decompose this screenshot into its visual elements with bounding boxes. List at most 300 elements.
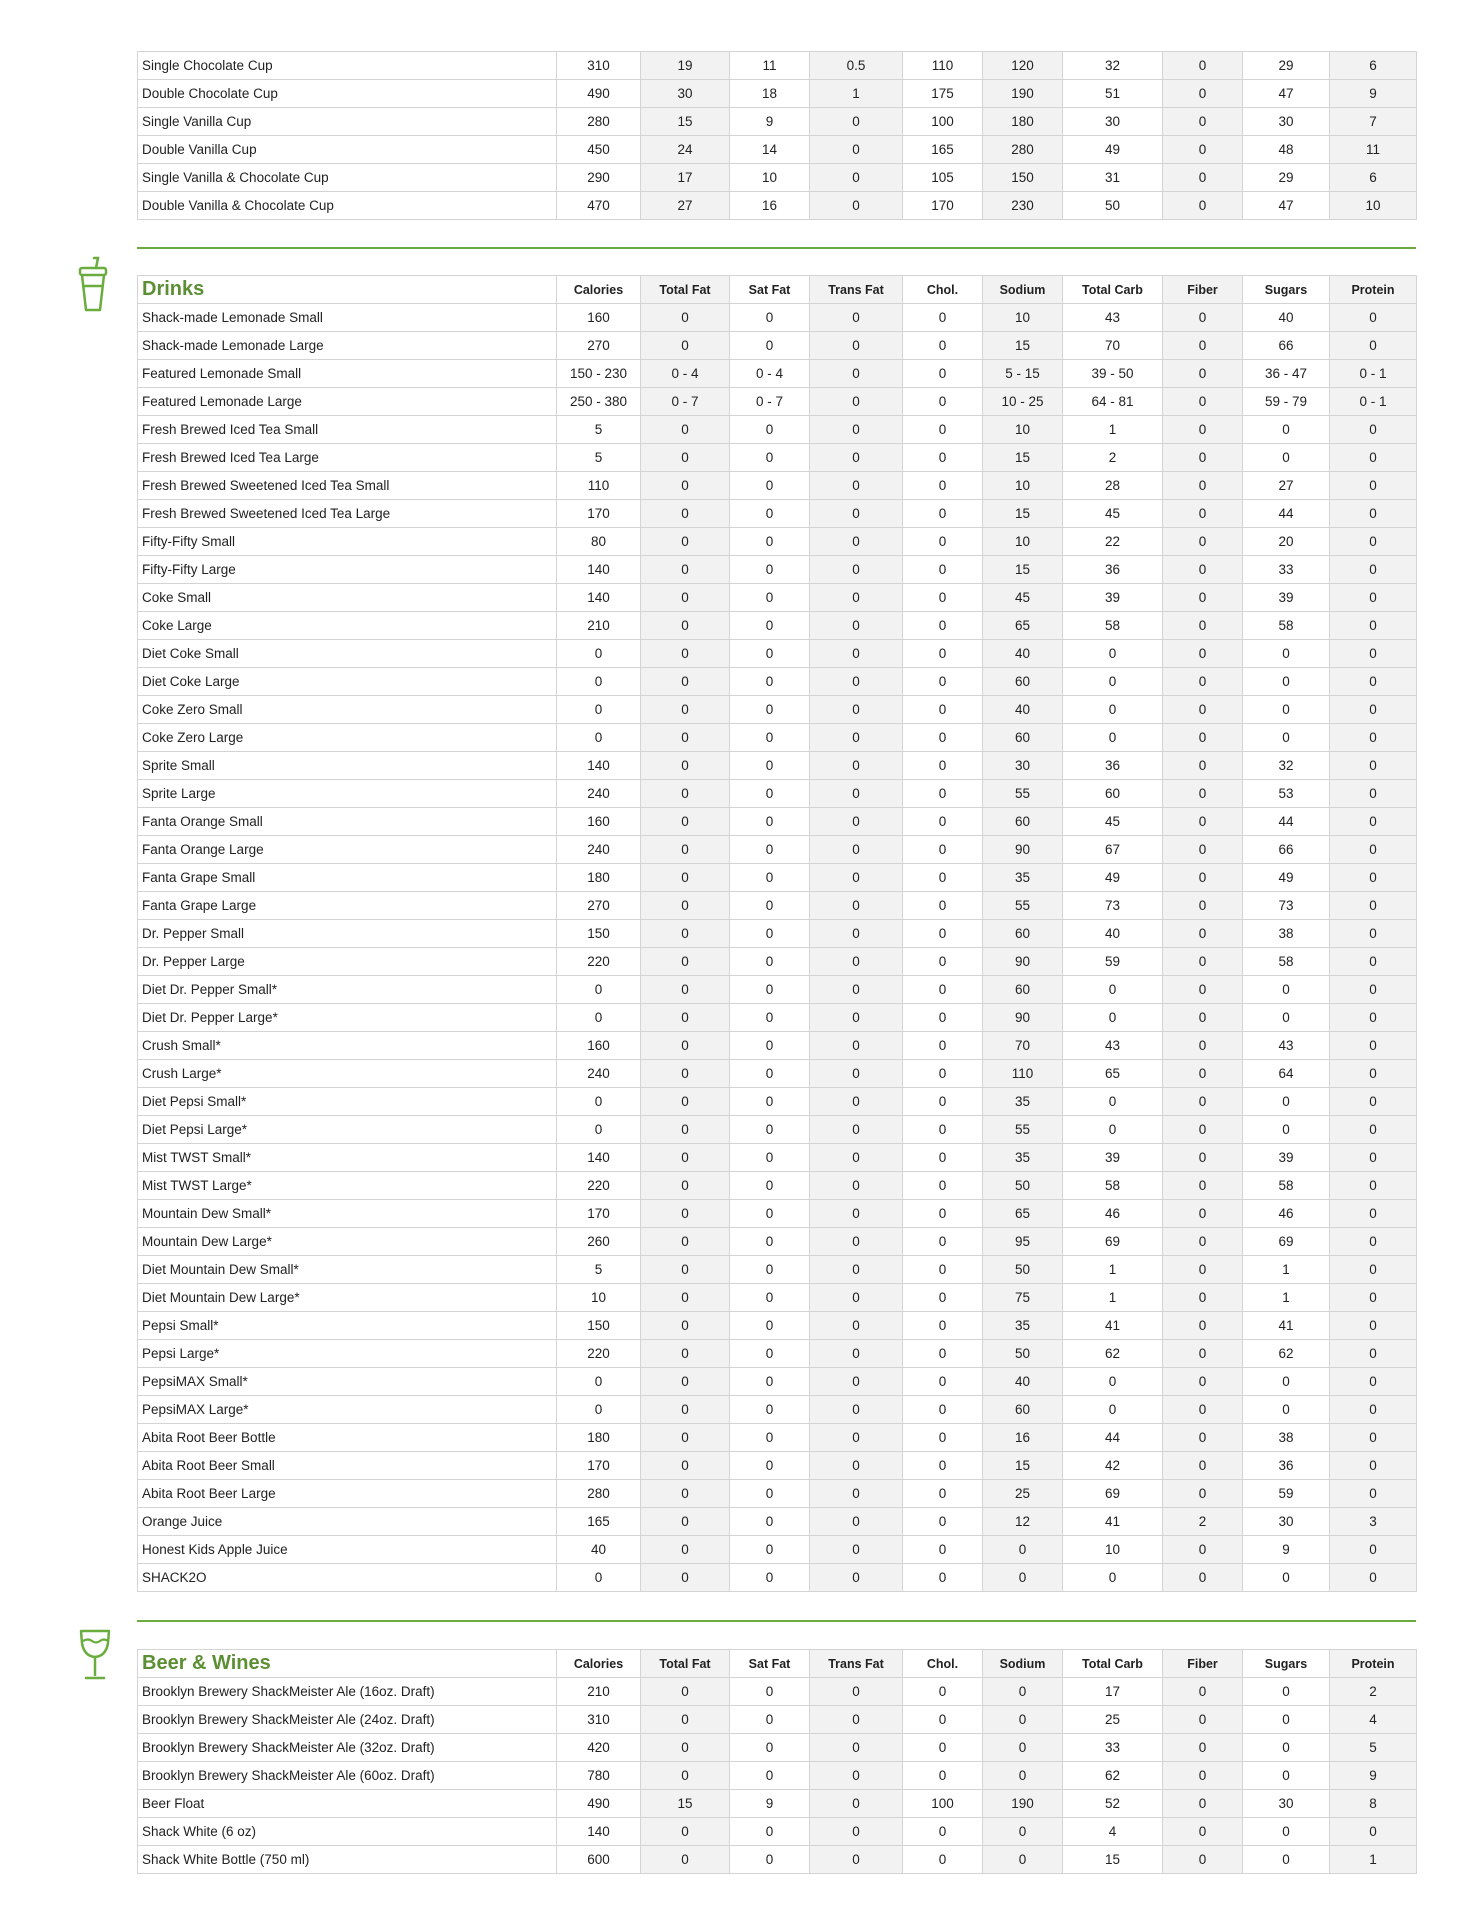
value-total-fat: 0 bbox=[641, 1228, 730, 1256]
item-name: Coke Zero Large bbox=[138, 724, 557, 752]
table-row bbox=[138, 1032, 1417, 1060]
value-sat-fat: 0 bbox=[730, 1678, 810, 1706]
value-sugars: 58 bbox=[1243, 948, 1330, 976]
item-name: Featured Lemonade Small bbox=[138, 360, 557, 388]
value-trans-fat: 0 bbox=[810, 1004, 903, 1032]
table-row bbox=[138, 1734, 1417, 1762]
value-chol: 0 bbox=[903, 1312, 983, 1340]
value-fiber: 0 bbox=[1163, 500, 1243, 528]
value-calories: 170 bbox=[557, 500, 641, 528]
value-total-carb: 67 bbox=[1063, 836, 1163, 864]
value-sodium: 35 bbox=[983, 864, 1063, 892]
value-total-carb: 64 - 81 bbox=[1063, 388, 1163, 416]
value-trans-fat: 0 bbox=[810, 780, 903, 808]
value-fiber: 0 bbox=[1163, 1396, 1243, 1424]
value-trans-fat: 0 bbox=[810, 500, 903, 528]
value-fiber: 0 bbox=[1163, 584, 1243, 612]
value-sugars: 44 bbox=[1243, 500, 1330, 528]
value-sat-fat: 0 bbox=[730, 1734, 810, 1762]
table-header-row bbox=[138, 1650, 1417, 1678]
value-total-carb: 43 bbox=[1063, 304, 1163, 332]
item-name: Fanta Orange Small bbox=[138, 808, 557, 836]
item-name: Shack White (6 oz) bbox=[138, 1818, 557, 1846]
value-sodium: 10 bbox=[983, 304, 1063, 332]
value-chol: 110 bbox=[903, 52, 983, 80]
value-trans-fat: 0 bbox=[810, 416, 903, 444]
table-row bbox=[138, 864, 1417, 892]
value-sat-fat: 9 bbox=[730, 108, 810, 136]
value-sugars: 58 bbox=[1243, 1172, 1330, 1200]
value-sugars: 0 bbox=[1243, 1846, 1330, 1874]
value-sodium: 10 bbox=[983, 528, 1063, 556]
value-fiber: 0 bbox=[1163, 1060, 1243, 1088]
value-trans-fat: 0 bbox=[810, 1678, 903, 1706]
value-fiber: 0 bbox=[1163, 1762, 1243, 1790]
value-sugars: 38 bbox=[1243, 1424, 1330, 1452]
value-chol: 0 bbox=[903, 500, 983, 528]
value-sodium: 55 bbox=[983, 892, 1063, 920]
value-fiber: 0 bbox=[1163, 892, 1243, 920]
value-fiber: 0 bbox=[1163, 416, 1243, 444]
table-row bbox=[138, 108, 1417, 136]
value-sodium: 60 bbox=[983, 920, 1063, 948]
value-chol: 0 bbox=[903, 1536, 983, 1564]
value-sat-fat: 0 bbox=[730, 1846, 810, 1874]
value-total-carb: 52 bbox=[1063, 1790, 1163, 1818]
value-sat-fat: 0 bbox=[730, 1200, 810, 1228]
item-name: Mountain Dew Large* bbox=[138, 1228, 557, 1256]
value-protein: 11 bbox=[1330, 136, 1417, 164]
value-total-carb: 31 bbox=[1063, 164, 1163, 192]
value-sugars: 36 bbox=[1243, 1452, 1330, 1480]
value-total-fat: 0 bbox=[641, 416, 730, 444]
value-fiber: 0 bbox=[1163, 1564, 1243, 1592]
value-sodium: 35 bbox=[983, 1088, 1063, 1116]
value-total-carb: 0 bbox=[1063, 696, 1163, 724]
value-calories: 280 bbox=[557, 1480, 641, 1508]
table-row bbox=[138, 1172, 1417, 1200]
value-sugars: 62 bbox=[1243, 1340, 1330, 1368]
value-total-carb: 62 bbox=[1063, 1762, 1163, 1790]
value-protein: 6 bbox=[1330, 52, 1417, 80]
value-sugars: 0 bbox=[1243, 416, 1330, 444]
value-trans-fat: 0 bbox=[810, 1564, 903, 1592]
value-total-carb: 30 bbox=[1063, 108, 1163, 136]
value-total-fat: 0 bbox=[641, 1284, 730, 1312]
table-row bbox=[138, 1396, 1417, 1424]
value-fiber: 0 bbox=[1163, 1004, 1243, 1032]
value-chol: 0 bbox=[903, 304, 983, 332]
value-sat-fat: 0 bbox=[730, 332, 810, 360]
item-name: Fresh Brewed Sweetened Iced Tea Small bbox=[138, 472, 557, 500]
value-sodium: 150 bbox=[983, 164, 1063, 192]
item-name: Diet Coke Large bbox=[138, 668, 557, 696]
value-sodium: 0 bbox=[983, 1846, 1063, 1874]
value-sat-fat: 0 bbox=[730, 1256, 810, 1284]
item-name: Pepsi Small* bbox=[138, 1312, 557, 1340]
value-protein: 0 bbox=[1330, 1396, 1417, 1424]
value-sugars: 0 bbox=[1243, 1564, 1330, 1592]
item-name: Coke Small bbox=[138, 584, 557, 612]
table-row bbox=[138, 1228, 1417, 1256]
item-name: Featured Lemonade Large bbox=[138, 388, 557, 416]
value-total-carb: 1 bbox=[1063, 1284, 1163, 1312]
value-fiber: 0 bbox=[1163, 1340, 1243, 1368]
value-chol: 0 bbox=[903, 864, 983, 892]
value-trans-fat: 0 bbox=[810, 836, 903, 864]
value-sugars: 47 bbox=[1243, 192, 1330, 220]
value-total-carb: 0 bbox=[1063, 976, 1163, 1004]
table-row bbox=[138, 1116, 1417, 1144]
value-calories: 310 bbox=[557, 1706, 641, 1734]
value-protein: 1 bbox=[1330, 1846, 1417, 1874]
value-calories: 170 bbox=[557, 1452, 641, 1480]
value-trans-fat: 0 bbox=[810, 612, 903, 640]
value-protein: 0 bbox=[1330, 1564, 1417, 1592]
value-protein: 0 bbox=[1330, 780, 1417, 808]
value-fiber: 0 bbox=[1163, 1368, 1243, 1396]
value-chol: 0 bbox=[903, 612, 983, 640]
item-name: Orange Juice bbox=[138, 1508, 557, 1536]
value-calories: 140 bbox=[557, 556, 641, 584]
value-total-carb: 39 - 50 bbox=[1063, 360, 1163, 388]
value-calories: 140 bbox=[557, 752, 641, 780]
value-chol: 100 bbox=[903, 1790, 983, 1818]
table-row bbox=[138, 612, 1417, 640]
value-sugars: 64 bbox=[1243, 1060, 1330, 1088]
value-sat-fat: 0 bbox=[730, 864, 810, 892]
value-protein: 0 bbox=[1330, 724, 1417, 752]
value-fiber: 0 bbox=[1163, 1172, 1243, 1200]
value-fiber: 0 bbox=[1163, 1284, 1243, 1312]
value-total-fat: 15 bbox=[641, 1790, 730, 1818]
value-total-carb: 10 bbox=[1063, 1536, 1163, 1564]
value-fiber: 0 bbox=[1163, 696, 1243, 724]
value-sodium: 280 bbox=[983, 136, 1063, 164]
item-name: Abita Root Beer Large bbox=[138, 1480, 557, 1508]
section-divider bbox=[137, 247, 1416, 249]
item-name: Fresh Brewed Iced Tea Large bbox=[138, 444, 557, 472]
value-sugars: 66 bbox=[1243, 836, 1330, 864]
value-protein: 0 bbox=[1330, 976, 1417, 1004]
item-name: Diet Dr. Pepper Small* bbox=[138, 976, 557, 1004]
value-chol: 0 bbox=[903, 472, 983, 500]
value-calories: 600 bbox=[557, 1846, 641, 1874]
value-sat-fat: 0 bbox=[730, 976, 810, 1004]
table-row bbox=[138, 500, 1417, 528]
item-name: Double Vanilla Cup bbox=[138, 136, 557, 164]
value-trans-fat: 0 bbox=[810, 1060, 903, 1088]
value-total-fat: 0 bbox=[641, 1424, 730, 1452]
value-sugars: 29 bbox=[1243, 52, 1330, 80]
value-calories: 240 bbox=[557, 836, 641, 864]
item-name: Brooklyn Brewery ShackMeister Ale (32oz. Draft) bbox=[138, 1734, 557, 1762]
value-sugars: 0 bbox=[1243, 668, 1330, 696]
value-fiber: 0 bbox=[1163, 1678, 1243, 1706]
value-sat-fat: 0 bbox=[730, 920, 810, 948]
value-total-fat: 0 bbox=[641, 696, 730, 724]
value-total-carb: 42 bbox=[1063, 1452, 1163, 1480]
value-calories: 210 bbox=[557, 612, 641, 640]
value-sodium: 25 bbox=[983, 1480, 1063, 1508]
value-trans-fat: 0 bbox=[810, 808, 903, 836]
value-trans-fat: 0 bbox=[810, 1424, 903, 1452]
value-trans-fat: 0 bbox=[810, 920, 903, 948]
value-calories: 220 bbox=[557, 1172, 641, 1200]
value-fiber: 0 bbox=[1163, 948, 1243, 976]
table-row bbox=[138, 1368, 1417, 1396]
value-sodium: 190 bbox=[983, 1790, 1063, 1818]
value-sodium: 50 bbox=[983, 1256, 1063, 1284]
value-chol: 0 bbox=[903, 948, 983, 976]
value-total-fat: 0 bbox=[641, 1396, 730, 1424]
value-sodium: 95 bbox=[983, 1228, 1063, 1256]
value-sat-fat: 0 bbox=[730, 948, 810, 976]
value-fiber: 0 bbox=[1163, 1116, 1243, 1144]
value-sodium: 60 bbox=[983, 808, 1063, 836]
value-sodium: 0 bbox=[983, 1734, 1063, 1762]
value-chol: 0 bbox=[903, 1706, 983, 1734]
col-header: Calories bbox=[557, 276, 641, 304]
value-total-fat: 0 bbox=[641, 1678, 730, 1706]
value-trans-fat: 0 bbox=[810, 668, 903, 696]
value-fiber: 0 bbox=[1163, 1790, 1243, 1818]
value-protein: 10 bbox=[1330, 192, 1417, 220]
value-sat-fat: 16 bbox=[730, 192, 810, 220]
value-trans-fat: 0 bbox=[810, 136, 903, 164]
value-protein: 0 bbox=[1330, 1536, 1417, 1564]
value-protein: 0 bbox=[1330, 1228, 1417, 1256]
col-header: Calories bbox=[557, 1650, 641, 1678]
value-sugars: 30 bbox=[1243, 1790, 1330, 1818]
table-row bbox=[138, 1340, 1417, 1368]
value-sat-fat: 0 bbox=[730, 1480, 810, 1508]
value-trans-fat: 0 bbox=[810, 164, 903, 192]
value-total-fat: 0 bbox=[641, 1818, 730, 1846]
value-fiber: 0 bbox=[1163, 1536, 1243, 1564]
table-row bbox=[138, 1256, 1417, 1284]
value-calories: 270 bbox=[557, 892, 641, 920]
value-total-fat: 0 bbox=[641, 1508, 730, 1536]
value-sugars: 66 bbox=[1243, 332, 1330, 360]
table-row bbox=[138, 724, 1417, 752]
value-chol: 0 bbox=[903, 780, 983, 808]
value-fiber: 0 bbox=[1163, 920, 1243, 948]
value-sugars: 38 bbox=[1243, 920, 1330, 948]
value-total-carb: 17 bbox=[1063, 1678, 1163, 1706]
value-total-carb: 59 bbox=[1063, 948, 1163, 976]
item-name: Sprite Large bbox=[138, 780, 557, 808]
value-total-carb: 4 bbox=[1063, 1818, 1163, 1846]
table-row bbox=[138, 1678, 1417, 1706]
value-calories: 780 bbox=[557, 1762, 641, 1790]
value-fiber: 0 bbox=[1163, 1200, 1243, 1228]
value-sodium: 65 bbox=[983, 612, 1063, 640]
value-sat-fat: 0 bbox=[730, 1818, 810, 1846]
value-sugars: 0 bbox=[1243, 1116, 1330, 1144]
value-sodium: 40 bbox=[983, 696, 1063, 724]
value-protein: 0 bbox=[1330, 332, 1417, 360]
value-sugars: 0 bbox=[1243, 1088, 1330, 1116]
value-calories: 210 bbox=[557, 1678, 641, 1706]
value-sat-fat: 0 bbox=[730, 1368, 810, 1396]
value-sat-fat: 0 bbox=[730, 1172, 810, 1200]
value-chol: 0 bbox=[903, 1172, 983, 1200]
value-fiber: 2 bbox=[1163, 1508, 1243, 1536]
value-trans-fat: 0 bbox=[810, 1312, 903, 1340]
value-total-fat: 0 bbox=[641, 528, 730, 556]
section-divider bbox=[137, 1620, 1416, 1622]
value-trans-fat: 0 bbox=[810, 724, 903, 752]
value-protein: 0 bbox=[1330, 612, 1417, 640]
value-fiber: 0 bbox=[1163, 528, 1243, 556]
table-row bbox=[138, 556, 1417, 584]
value-calories: 450 bbox=[557, 136, 641, 164]
value-chol: 0 bbox=[903, 1424, 983, 1452]
value-total-carb: 39 bbox=[1063, 1144, 1163, 1172]
value-trans-fat: 0 bbox=[810, 1284, 903, 1312]
value-sat-fat: 0 bbox=[730, 1340, 810, 1368]
value-trans-fat: 0 bbox=[810, 1846, 903, 1874]
value-calories: 160 bbox=[557, 1032, 641, 1060]
col-header: Fiber bbox=[1163, 1650, 1243, 1678]
value-fiber: 0 bbox=[1163, 472, 1243, 500]
value-total-carb: 15 bbox=[1063, 1846, 1163, 1874]
value-calories: 140 bbox=[557, 584, 641, 612]
value-fiber: 0 bbox=[1163, 360, 1243, 388]
item-name: PepsiMAX Large* bbox=[138, 1396, 557, 1424]
value-calories: 490 bbox=[557, 1790, 641, 1818]
value-fiber: 0 bbox=[1163, 808, 1243, 836]
value-calories: 110 bbox=[557, 472, 641, 500]
value-sat-fat: 0 - 4 bbox=[730, 360, 810, 388]
value-protein: 9 bbox=[1330, 1762, 1417, 1790]
value-protein: 0 bbox=[1330, 1480, 1417, 1508]
value-trans-fat: 0 bbox=[810, 1144, 903, 1172]
value-sugars: 27 bbox=[1243, 472, 1330, 500]
item-name: SHACK2O bbox=[138, 1564, 557, 1592]
table-row bbox=[138, 1536, 1417, 1564]
value-total-fat: 0 bbox=[641, 864, 730, 892]
value-chol: 0 bbox=[903, 584, 983, 612]
value-total-carb: 25 bbox=[1063, 1706, 1163, 1734]
value-fiber: 0 bbox=[1163, 52, 1243, 80]
value-calories: 250 - 380 bbox=[557, 388, 641, 416]
value-total-carb: 0 bbox=[1063, 1088, 1163, 1116]
item-name: Brooklyn Brewery ShackMeister Ale (16oz. Draft) bbox=[138, 1678, 557, 1706]
value-sugars: 0 bbox=[1243, 640, 1330, 668]
item-name: Diet Dr. Pepper Large* bbox=[138, 1004, 557, 1032]
value-chol: 0 bbox=[903, 1060, 983, 1088]
value-total-fat: 0 bbox=[641, 1088, 730, 1116]
value-calories: 220 bbox=[557, 1340, 641, 1368]
value-trans-fat: 0 bbox=[810, 1508, 903, 1536]
table-row bbox=[138, 1762, 1417, 1790]
col-header: Sat Fat bbox=[730, 1650, 810, 1678]
value-sugars: 0 bbox=[1243, 1396, 1330, 1424]
value-sat-fat: 0 bbox=[730, 500, 810, 528]
section-title: Drinks bbox=[138, 276, 557, 304]
value-trans-fat: 0 bbox=[810, 1790, 903, 1818]
value-chol: 0 bbox=[903, 1256, 983, 1284]
table-row bbox=[138, 668, 1417, 696]
value-total-fat: 0 bbox=[641, 444, 730, 472]
value-sodium: 60 bbox=[983, 976, 1063, 1004]
value-sodium: 55 bbox=[983, 780, 1063, 808]
value-calories: 260 bbox=[557, 1228, 641, 1256]
item-name: Fanta Grape Large bbox=[138, 892, 557, 920]
value-sugars: 40 bbox=[1243, 304, 1330, 332]
value-total-fat: 0 bbox=[641, 500, 730, 528]
value-total-carb: 46 bbox=[1063, 1200, 1163, 1228]
value-chol: 0 bbox=[903, 1818, 983, 1846]
value-protein: 0 bbox=[1330, 556, 1417, 584]
col-header: Total Carb bbox=[1063, 276, 1163, 304]
value-trans-fat: 0 bbox=[810, 752, 903, 780]
value-total-fat: 0 bbox=[641, 304, 730, 332]
col-header: Total Fat bbox=[641, 276, 730, 304]
value-protein: 0 bbox=[1330, 668, 1417, 696]
value-trans-fat: 0 bbox=[810, 976, 903, 1004]
value-sat-fat: 0 bbox=[730, 836, 810, 864]
value-sat-fat: 0 bbox=[730, 444, 810, 472]
value-total-fat: 0 bbox=[641, 668, 730, 696]
value-total-fat: 0 bbox=[641, 1116, 730, 1144]
value-sodium: 180 bbox=[983, 108, 1063, 136]
col-header: Sugars bbox=[1243, 276, 1330, 304]
value-protein: 0 bbox=[1330, 920, 1417, 948]
value-sodium: 50 bbox=[983, 1172, 1063, 1200]
col-header: Fiber bbox=[1163, 276, 1243, 304]
value-chol: 0 bbox=[903, 1452, 983, 1480]
value-chol: 0 bbox=[903, 1564, 983, 1592]
value-total-fat: 0 bbox=[641, 1200, 730, 1228]
item-name: Dr. Pepper Large bbox=[138, 948, 557, 976]
value-sat-fat: 9 bbox=[730, 1790, 810, 1818]
value-total-fat: 27 bbox=[641, 192, 730, 220]
item-name: Double Chocolate Cup bbox=[138, 80, 557, 108]
value-chol: 0 bbox=[903, 1734, 983, 1762]
value-sat-fat: 0 bbox=[730, 556, 810, 584]
value-protein: 7 bbox=[1330, 108, 1417, 136]
value-sugars: 1 bbox=[1243, 1284, 1330, 1312]
value-protein: 0 bbox=[1330, 836, 1417, 864]
value-protein: 8 bbox=[1330, 1790, 1417, 1818]
value-protein: 0 bbox=[1330, 864, 1417, 892]
value-total-carb: 36 bbox=[1063, 752, 1163, 780]
table-row bbox=[138, 836, 1417, 864]
table-row bbox=[138, 1452, 1417, 1480]
value-sat-fat: 0 bbox=[730, 1312, 810, 1340]
table-row bbox=[138, 1312, 1417, 1340]
value-calories: 0 bbox=[557, 1564, 641, 1592]
value-protein: 0 bbox=[1330, 1312, 1417, 1340]
value-protein: 0 bbox=[1330, 1424, 1417, 1452]
value-total-fat: 0 bbox=[641, 1144, 730, 1172]
value-total-carb: 1 bbox=[1063, 416, 1163, 444]
value-sat-fat: 14 bbox=[730, 136, 810, 164]
value-calories: 150 bbox=[557, 920, 641, 948]
value-fiber: 0 bbox=[1163, 1424, 1243, 1452]
value-total-fat: 0 bbox=[641, 892, 730, 920]
value-sugars: 0 bbox=[1243, 444, 1330, 472]
value-sodium: 60 bbox=[983, 668, 1063, 696]
value-calories: 80 bbox=[557, 528, 641, 556]
value-total-fat: 0 bbox=[641, 1312, 730, 1340]
item-name: Honest Kids Apple Juice bbox=[138, 1536, 557, 1564]
value-total-carb: 39 bbox=[1063, 584, 1163, 612]
table-row bbox=[138, 976, 1417, 1004]
